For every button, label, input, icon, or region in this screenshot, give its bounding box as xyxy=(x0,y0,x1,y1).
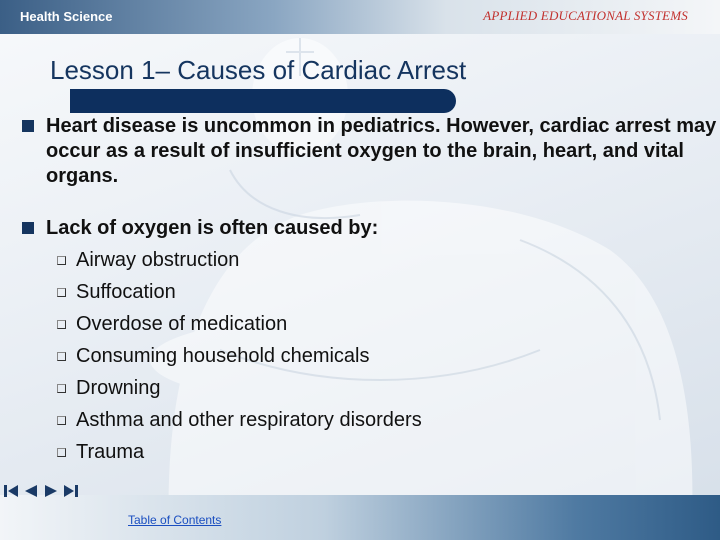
sub-bullet-item xyxy=(20,372,720,404)
sub-bullet-text: Drowning xyxy=(76,377,161,399)
box-bullet-icon xyxy=(57,288,66,297)
slide-navigation xyxy=(2,483,80,499)
table-of-contents-link[interactable]: Table of Contents xyxy=(128,513,222,527)
slide-content xyxy=(20,114,720,468)
sub-bullet-item xyxy=(20,276,720,308)
box-bullet-icon xyxy=(57,384,66,393)
title-underline-bar xyxy=(70,89,456,113)
bullet-text: Heart disease is uncommon in pediatrics. However, cardiac arrest may occur as a result of insufficient oxygen to the brain, heart, and vital organs. xyxy=(46,115,717,187)
sub-bullet-text: Trauma xyxy=(76,441,145,463)
sub-bullet-text: Consuming household chemicals xyxy=(76,345,370,367)
box-bullet-icon xyxy=(57,416,66,425)
previous-slide-icon[interactable] xyxy=(22,483,40,499)
sub-bullet-item xyxy=(20,308,720,340)
sub-bullet-item xyxy=(20,404,720,436)
sub-bullet-text: Airway obstruction xyxy=(76,249,240,271)
box-bullet-icon xyxy=(57,256,66,265)
sub-bullet-item xyxy=(20,436,720,468)
bullet-text: Lack of oxygen is often caused by: xyxy=(46,217,379,239)
company-logo-text: APPLIED EDUCATIONAL SYSTEMS xyxy=(483,8,688,23)
sub-bullet-item xyxy=(20,244,720,276)
next-slide-icon[interactable] xyxy=(42,483,60,499)
sub-bullet-list xyxy=(20,244,720,468)
box-bullet-icon xyxy=(57,320,66,329)
sub-bullet-text: Overdose of medication xyxy=(76,313,288,335)
course-label: Health Science xyxy=(20,9,113,24)
box-bullet-icon xyxy=(57,448,66,457)
slide-title: Lesson 1– Causes of Cardiac Arrest xyxy=(50,55,467,85)
sub-bullet-text: Asthma and other respiratory disorders xyxy=(76,409,422,431)
square-bullet-icon xyxy=(22,120,34,132)
bullet-item xyxy=(20,114,720,189)
first-slide-icon[interactable] xyxy=(2,483,20,499)
square-bullet-icon xyxy=(22,222,34,234)
last-slide-icon[interactable] xyxy=(62,483,80,499)
sub-bullet-text: Suffocation xyxy=(76,281,176,303)
sub-bullet-item xyxy=(20,340,720,372)
box-bullet-icon xyxy=(57,352,66,361)
footer-band xyxy=(0,495,720,540)
bullet-item xyxy=(20,216,720,241)
